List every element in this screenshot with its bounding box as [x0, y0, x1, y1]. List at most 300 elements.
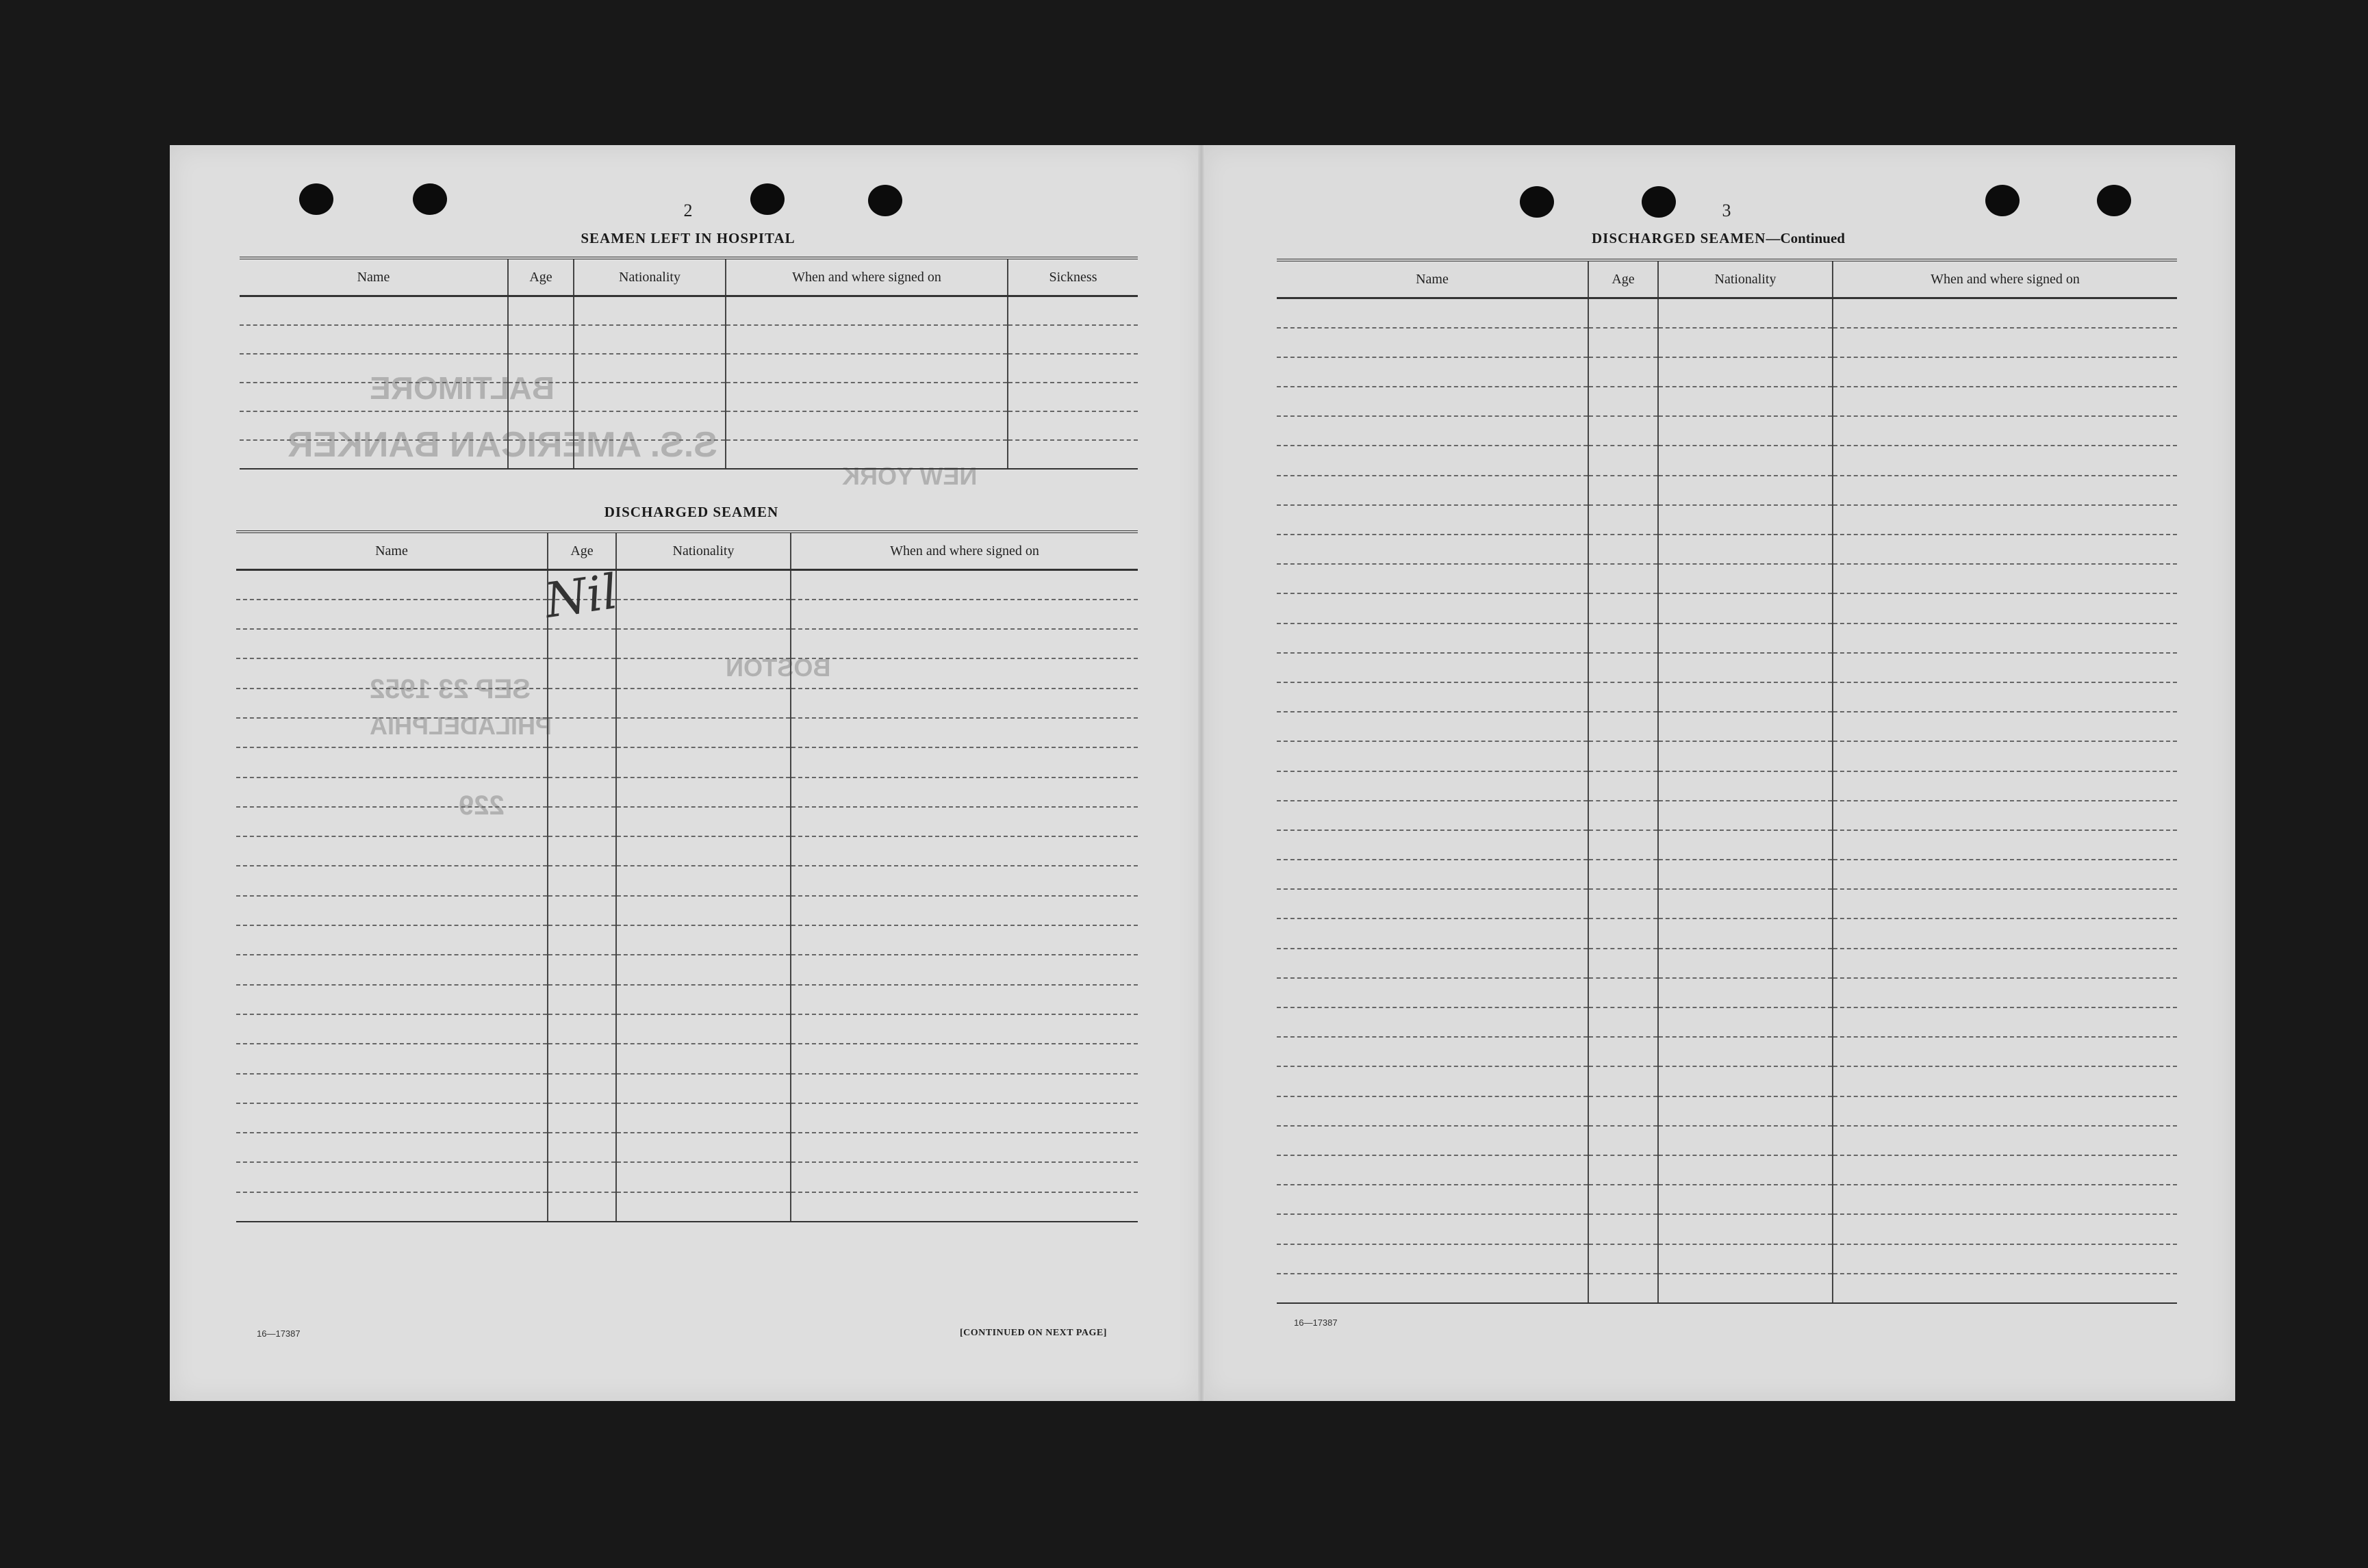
table-cell: [236, 836, 548, 866]
table-cell: [236, 896, 548, 925]
table-cell: [1833, 949, 2177, 978]
table-row: [1277, 1066, 2177, 1096]
table-row: [240, 325, 1138, 354]
section-title-discharged-continued: [1506, 230, 1931, 247]
table-row: [236, 658, 1138, 688]
table-cell: [791, 747, 1138, 777]
table-cell: [616, 600, 791, 629]
table-cell: [1658, 298, 1833, 328]
table-cell: [1277, 1007, 1588, 1037]
table-cell: [1833, 1066, 2177, 1096]
table-cell: [1277, 741, 1588, 771]
table-cell: [1588, 387, 1658, 416]
table-cell: [1277, 1274, 1588, 1303]
page-number: 3: [1722, 201, 1731, 220]
table-cell: [1277, 830, 1588, 860]
table-cell: [1658, 564, 1833, 593]
form-number: 16—17387: [1294, 1318, 1338, 1328]
table-cell: [1277, 1155, 1588, 1185]
table-cell: [1658, 1096, 1833, 1126]
column-header-nationality: Nationality: [574, 258, 726, 296]
table-row: [236, 570, 1138, 600]
discharged-continued-table: [1277, 259, 2177, 1304]
table-cell: [1658, 1185, 1833, 1214]
table-cell: [1588, 741, 1658, 771]
table-cell: [1658, 505, 1833, 535]
table-cell: [1588, 1214, 1658, 1244]
table-cell: [1588, 860, 1658, 889]
table-cell: [1658, 653, 1833, 682]
table-cell: [1658, 801, 1833, 830]
table-cell: [236, 866, 548, 895]
table-cell: [791, 807, 1138, 836]
table-cell: [616, 985, 791, 1014]
table-cell: [236, 600, 548, 629]
table-cell: [1833, 1126, 2177, 1155]
table-cell: [1658, 535, 1833, 564]
table-row: [1277, 1185, 2177, 1214]
bleed-through-stamp: 229: [459, 791, 505, 821]
table-header-row: [1277, 260, 2177, 298]
table-cell: [548, 1162, 616, 1192]
table-cell: [1833, 1244, 2177, 1274]
table-cell: [236, 1014, 548, 1044]
table-cell: [1833, 741, 2177, 771]
bleed-through-stamp: SEP 23 1952: [370, 674, 531, 704]
table-row: [240, 411, 1138, 440]
discharged-table: [236, 530, 1138, 1222]
table-cell: [1277, 949, 1588, 978]
table-cell: [1658, 889, 1833, 918]
table-cell: [1588, 535, 1658, 564]
table-cell: [548, 1103, 616, 1133]
table-cell: [1588, 1037, 1658, 1066]
table-cell: [1833, 771, 2177, 801]
table-cell: [616, 777, 791, 807]
table-cell: [1658, 1037, 1833, 1066]
table-cell: [1277, 860, 1588, 889]
table-cell: [616, 1044, 791, 1073]
table-cell: [236, 1044, 548, 1073]
table-cell: [1588, 1066, 1658, 1096]
table-row: [236, 689, 1138, 718]
table-row: [1277, 1274, 2177, 1303]
table-row: [1277, 446, 2177, 475]
column-header-age: Age: [508, 258, 574, 296]
table-cell: [1277, 978, 1588, 1007]
table-cell: [1833, 298, 2177, 328]
column-header-name: Name: [236, 532, 548, 570]
table-cell: [1588, 682, 1658, 712]
table-cell: [616, 836, 791, 866]
table-cell: [1658, 416, 1833, 446]
table-row: [1277, 741, 2177, 771]
table-row: [1277, 712, 2177, 741]
table-cell: [236, 955, 548, 984]
table-cell: [1588, 889, 1658, 918]
table-cell: [1588, 593, 1658, 623]
table-row: [1277, 357, 2177, 387]
table-cell: [616, 925, 791, 955]
table-cell: [1277, 624, 1588, 653]
table-cell: [1833, 476, 2177, 505]
table-cell: [1277, 505, 1588, 535]
table-row: [1277, 889, 2177, 918]
table-cell: [1658, 476, 1833, 505]
table-cell: [791, 925, 1138, 955]
table-row: [1277, 416, 2177, 446]
table-row: [236, 985, 1138, 1014]
table-row: [1277, 830, 2177, 860]
table-cell: [548, 896, 616, 925]
table-cell: [791, 600, 1138, 629]
bleed-through-stamp: PHILADELPHIA: [370, 712, 552, 740]
table-cell: [1833, 1037, 2177, 1066]
column-header-signed-on: When and where signed on: [726, 258, 1008, 296]
table-cell: [1277, 918, 1588, 948]
table-cell: [1833, 801, 2177, 830]
column-header-sickness: Sickness: [1008, 258, 1138, 296]
continued-suffix: —Continued: [1766, 230, 1845, 246]
table-cell: [1833, 446, 2177, 475]
table-cell: [1833, 1214, 2177, 1244]
table-cell: [1588, 712, 1658, 741]
column-header-age: Age: [1588, 260, 1658, 298]
table-cell: [1833, 682, 2177, 712]
table-cell: [616, 1192, 791, 1222]
table-cell: [1277, 1096, 1588, 1126]
table-cell: [1833, 624, 2177, 653]
table-row: [1277, 949, 2177, 978]
table-cell: [1588, 830, 1658, 860]
table-cell: [236, 629, 548, 658]
table-cell: [1277, 593, 1588, 623]
table-cell: [791, 1074, 1138, 1103]
table-cell: [548, 1014, 616, 1044]
table-cell: [1588, 1185, 1658, 1214]
table-row: [236, 600, 1138, 629]
table-cell: [1658, 446, 1833, 475]
table-cell: [616, 955, 791, 984]
section-title-discharged: DISCHARGED SEAMEN: [604, 504, 779, 520]
table-cell: [1833, 889, 2177, 918]
table-cell: [236, 1133, 548, 1162]
table-cell: [1833, 357, 2177, 387]
table-cell: [548, 1133, 616, 1162]
table-cell: [1833, 564, 2177, 593]
table-cell: [1658, 624, 1833, 653]
table-cell: [1833, 978, 2177, 1007]
table-row: [236, 1103, 1138, 1133]
table-cell: [791, 689, 1138, 718]
table-cell: [1277, 416, 1588, 446]
table-cell: [791, 955, 1138, 984]
table-cell: [1658, 387, 1833, 416]
table-cell: [1658, 1066, 1833, 1096]
column-header-signed-on: When and where signed on: [1833, 260, 2177, 298]
table-row: [236, 1133, 1138, 1162]
table-row: [236, 629, 1138, 658]
table-cell: [1658, 741, 1833, 771]
table-row: [236, 747, 1138, 777]
table-cell: [1658, 830, 1833, 860]
table-cell: [1277, 889, 1588, 918]
table-row: [236, 866, 1138, 895]
table-row: [1277, 593, 2177, 623]
page-fold: [1198, 145, 1205, 1401]
table-row: [236, 777, 1138, 807]
table-cell: [236, 925, 548, 955]
table-cell: [1277, 387, 1588, 416]
table-cell: [1588, 1126, 1658, 1155]
bleed-through-stamp: NEW YORK: [842, 462, 978, 490]
table-cell: [1588, 653, 1658, 682]
table-row: [236, 1044, 1138, 1073]
table-cell: [548, 658, 616, 688]
table-cell: [791, 777, 1138, 807]
table-cell: [1277, 1185, 1588, 1214]
table-cell: [616, 718, 791, 747]
table-cell: [236, 658, 548, 688]
table-cell: [1277, 1244, 1588, 1274]
table-cell: [1658, 712, 1833, 741]
column-header-nationality: Nationality: [616, 532, 791, 570]
table-cell: [1833, 918, 2177, 948]
punch-hole: [1520, 186, 1554, 218]
table-cell: [1833, 593, 2177, 623]
table-cell: [616, 570, 791, 600]
column-header-signed-on: When and where signed on: [791, 532, 1138, 570]
table-cell: [1833, 535, 2177, 564]
table-row: [236, 836, 1138, 866]
table-cell: [1833, 328, 2177, 357]
table-cell: [1588, 771, 1658, 801]
table-cell: [1277, 1066, 1588, 1096]
table-cell: [1588, 505, 1658, 535]
section-title-hospital: SEAMEN LEFT IN HOSPITAL: [581, 230, 795, 246]
table-cell: [1658, 918, 1833, 948]
table-cell: [616, 896, 791, 925]
table-cell: [791, 658, 1138, 688]
punch-hole: [2097, 185, 2131, 216]
table-row: [1277, 918, 2177, 948]
table-cell: [791, 866, 1138, 895]
table-row: [236, 718, 1138, 747]
table-row: [240, 383, 1138, 411]
table-row: [236, 1014, 1138, 1044]
form-number: 16—17387: [257, 1328, 301, 1339]
table-header-row: [240, 258, 1138, 296]
table-cell: [236, 777, 548, 807]
table-cell: [236, 807, 548, 836]
table-row: [1277, 771, 2177, 801]
table-row: [236, 925, 1138, 955]
table-cell: [616, 658, 791, 688]
table-row: [1277, 1244, 2177, 1274]
bleed-through-stamp: BALTIMORE: [370, 370, 555, 406]
table-cell: [1277, 801, 1588, 830]
continued-note: [CONTINUED ON NEXT PAGE]: [960, 1328, 1107, 1338]
table-cell: [1833, 830, 2177, 860]
table-cell: [791, 1133, 1138, 1162]
table-cell: [616, 807, 791, 836]
table-cell: [1277, 771, 1588, 801]
table-cell: [1277, 682, 1588, 712]
table-cell: [1658, 978, 1833, 1007]
table-cell: [791, 629, 1138, 658]
table-cell: [1588, 949, 1658, 978]
table-cell: [791, 718, 1138, 747]
table-row: [1277, 1007, 2177, 1037]
table-cell: [1658, 1155, 1833, 1185]
table-cell: [616, 1014, 791, 1044]
table-cell: [1833, 416, 2177, 446]
table-cell: [791, 985, 1138, 1014]
table-cell: [548, 777, 616, 807]
table-cell: [548, 689, 616, 718]
table-cell: [616, 1133, 791, 1162]
table-cell: [1833, 1274, 2177, 1303]
hospital-table: [240, 257, 1138, 470]
table-row: [1277, 801, 2177, 830]
table-cell: [1658, 1007, 1833, 1037]
table-cell: [548, 718, 616, 747]
table-cell: [1277, 535, 1588, 564]
page-number: 2: [683, 201, 693, 220]
table-cell: [791, 570, 1138, 600]
table-cell: [1833, 387, 2177, 416]
table-row: [1277, 387, 2177, 416]
table-cell: [1277, 1126, 1588, 1155]
table-cell: [791, 1103, 1138, 1133]
table-cell: [791, 1014, 1138, 1044]
table-row: [1277, 1155, 2177, 1185]
table-cell: [548, 955, 616, 984]
table-cell: [1588, 1096, 1658, 1126]
table-cell: [1277, 328, 1588, 357]
table-cell: [1588, 328, 1658, 357]
punch-hole: [413, 183, 447, 215]
table-cell: [1588, 564, 1658, 593]
table-row: [236, 955, 1138, 984]
table-cell: [236, 1162, 548, 1192]
column-header-nationality: Nationality: [1658, 260, 1833, 298]
table-cell: [1277, 564, 1588, 593]
table-cell: [791, 1162, 1138, 1192]
table-cell: [1277, 357, 1588, 387]
table-cell: [1833, 505, 2177, 535]
table-cell: [1277, 476, 1588, 505]
table-row: [236, 1192, 1138, 1222]
table-row: [1277, 328, 2177, 357]
table-cell: [616, 747, 791, 777]
table-cell: [791, 1192, 1138, 1222]
punch-hole: [1985, 185, 2020, 216]
table-cell: [1588, 298, 1658, 328]
table-cell: [236, 1074, 548, 1103]
table-header-row: [236, 532, 1138, 570]
table-cell: [1588, 1155, 1658, 1185]
table-cell: [236, 689, 548, 718]
table-row: [1277, 624, 2177, 653]
table-row: [1277, 860, 2177, 889]
table-row: [236, 1074, 1138, 1103]
table-cell: [616, 689, 791, 718]
table-cell: [1833, 1096, 2177, 1126]
table-cell: [1658, 1244, 1833, 1274]
table-cell: [1658, 682, 1833, 712]
table-row: [1277, 682, 2177, 712]
table-cell: [1588, 416, 1658, 446]
table-row: [1277, 1214, 2177, 1244]
table-row: [236, 807, 1138, 836]
table-cell: [548, 925, 616, 955]
table-row: [1277, 298, 2177, 328]
table-cell: [1658, 771, 1833, 801]
table-row: [1277, 978, 2177, 1007]
table-cell: [1658, 1126, 1833, 1155]
table-cell: [236, 985, 548, 1014]
table-cell: [548, 629, 616, 658]
table-row: [1277, 535, 2177, 564]
table-cell: [1588, 978, 1658, 1007]
table-cell: [616, 1074, 791, 1103]
table-cell: [1588, 918, 1658, 948]
table-cell: [616, 1162, 791, 1192]
table-cell: [1588, 446, 1658, 475]
table-cell: [1588, 624, 1658, 653]
table-cell: [236, 747, 548, 777]
table-row: [236, 1162, 1138, 1192]
table-cell: [1833, 712, 2177, 741]
table-cell: [236, 718, 548, 747]
table-row: [1277, 1126, 2177, 1155]
table-cell: [1588, 1274, 1658, 1303]
table-cell: [1277, 1214, 1588, 1244]
table-cell: [1658, 860, 1833, 889]
table-cell: [1277, 298, 1588, 328]
column-header-name: Name: [240, 258, 508, 296]
table-row: [1277, 476, 2177, 505]
table-cell: [548, 836, 616, 866]
table-cell: [1588, 476, 1658, 505]
table-cell: [1658, 357, 1833, 387]
table-row: [1277, 1096, 2177, 1126]
bleed-through-stamp: S.S. AMERICAN BANKER: [288, 425, 717, 465]
table-cell: [1833, 860, 2177, 889]
bleed-through-stamp: BOSTON: [726, 654, 831, 682]
table-row: [1277, 653, 2177, 682]
table-row: [240, 354, 1138, 383]
table-cell: [1277, 712, 1588, 741]
table-cell: [1588, 1007, 1658, 1037]
table-row: [236, 896, 1138, 925]
column-header-name: Name: [1277, 260, 1588, 298]
table-cell: [236, 1103, 548, 1133]
table-cell: [616, 1103, 791, 1133]
table-cell: [791, 836, 1138, 866]
table-cell: [236, 570, 548, 600]
table-cell: [1588, 1244, 1658, 1274]
table-cell: [1833, 653, 2177, 682]
table-row: [240, 440, 1138, 469]
table-row: [1277, 1037, 2177, 1066]
table-cell: [1588, 801, 1658, 830]
table-cell: [548, 1044, 616, 1073]
punch-hole: [868, 185, 902, 216]
table-cell: [616, 629, 791, 658]
punch-hole: [299, 183, 333, 215]
